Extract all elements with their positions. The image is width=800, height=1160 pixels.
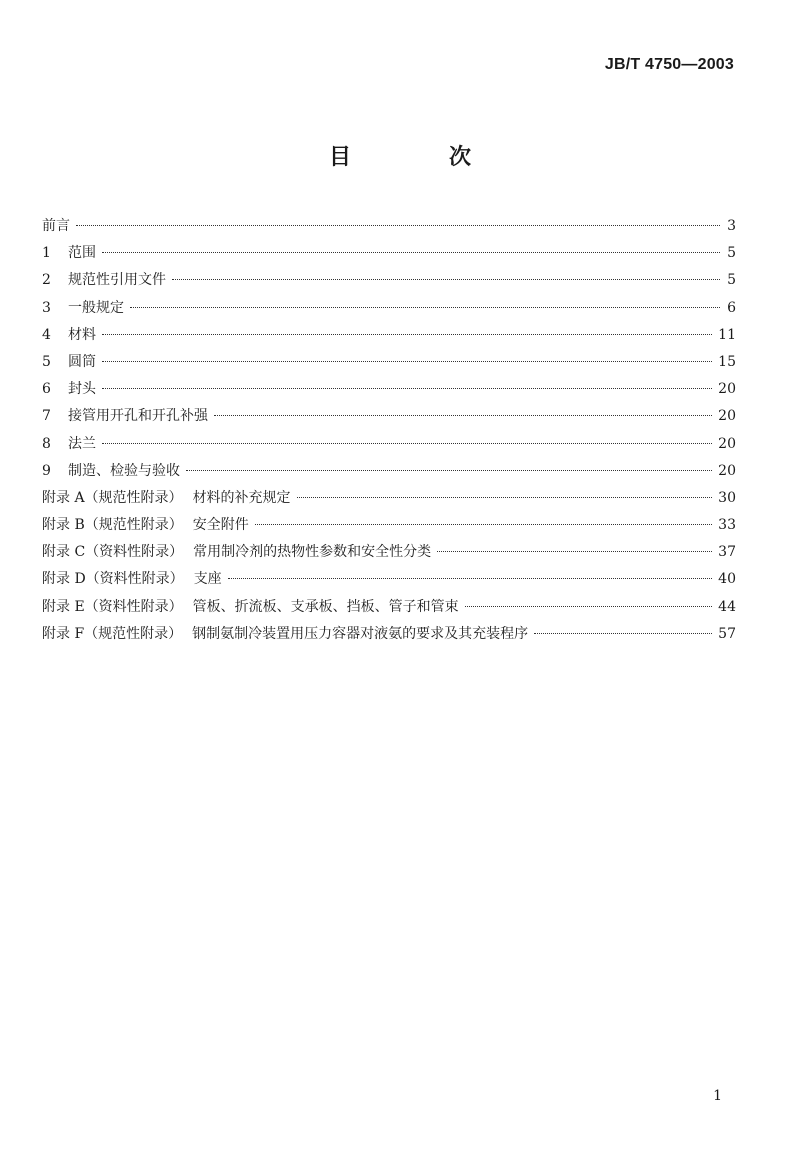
toc-entry-annex: 附录 F（规范性附录） [42,625,183,642]
toc-entry-label: 接管用开孔和开孔补强 [68,408,208,425]
toc-leader-dots [186,470,712,471]
toc-entry-annex: 附录 B（规范性附录） [42,517,183,534]
toc-entry-label: 规范性引用文件 [68,272,166,289]
document-code: JB/T 4750—2003 [604,56,734,73]
toc-entry-label: 材料 [68,326,96,343]
toc-entry-label: 安全附件 [192,517,249,534]
toc-entry-label: 一般规定 [68,299,124,316]
toc-entry-number: 8 [42,435,51,452]
toc-entry-label: 圆筒 [68,353,96,370]
page-number: 1 [713,1088,722,1104]
toc-entry-number: 2 [42,272,51,289]
toc-entry[interactable] [42,240,736,267]
toc-entry-number: 7 [42,408,51,425]
toc-entry[interactable] [42,566,736,593]
toc-entry-label: 法兰 [68,435,96,452]
toc-entry-number: 9 [42,462,51,479]
toc-entry-label: 常用制冷剂的热物性参数和安全性分类 [193,544,432,561]
toc-leader-dots [228,578,712,579]
toc-entry-label: 范围 [68,245,96,262]
toc-entry[interactable] [42,539,736,566]
toc-entry-label: 材料的补充规定 [192,489,291,506]
toc-entry[interactable] [42,322,736,349]
toc-title: 目 次 [328,145,509,170]
toc-leader-dots [130,307,720,308]
toc-entry-annex: 附录 E（资料性附录） [42,598,183,615]
table-of-contents [42,213,736,648]
toc-entry[interactable] [42,512,736,539]
toc-entry[interactable] [42,267,736,294]
toc-entry-page: 20 [718,435,736,452]
toc-entry[interactable] [42,295,736,322]
toc-entry-page: 11 [718,326,736,343]
toc-entry-page: 40 [718,571,736,588]
toc-entry-number: 1 [42,245,51,262]
toc-leader-dots [102,334,712,335]
toc-entry[interactable] [42,213,736,240]
toc-entry-page: 37 [718,544,736,561]
toc-entry-page: 5 [727,245,736,262]
toc-entry-page: 5 [727,272,736,289]
toc-leader-dots [102,252,720,253]
toc-entry-page: 6 [727,299,736,316]
toc-leader-dots [102,443,712,444]
toc-entry-number: 4 [42,326,51,343]
toc-leader-dots [297,497,713,498]
toc-entry[interactable] [42,458,736,485]
toc-leader-dots [76,225,720,226]
toc-entry-number: 3 [42,299,51,316]
toc-entry-label: 管板、折流板、支承板、挡板、管子和管束 [192,598,459,615]
toc-leader-dots [102,361,712,362]
toc-entry[interactable] [42,403,736,430]
toc-entry-number: 6 [42,381,51,398]
toc-entry[interactable] [42,594,736,621]
toc-entry[interactable] [42,349,736,376]
toc-entry-number: 5 [42,353,51,370]
toc-entry-label: 钢制氨制冷装置用压力容器对液氨的要求及其充装程序 [192,625,529,642]
toc-entry-annex: 附录 D（资料性附录） [42,571,184,588]
toc-entry-page: 20 [718,462,736,479]
toc-entry-page: 20 [718,381,736,398]
toc-entry-label: 支座 [193,571,222,588]
toc-entry-annex: 附录 A（规范性附录） [42,489,183,506]
toc-entry[interactable] [42,621,736,648]
toc-entry-annex: 附录 C（资料性附录） [42,544,184,561]
toc-leader-dots [214,415,712,416]
toc-entry-page: 33 [718,517,736,534]
toc-leader-dots [102,388,712,389]
toc-entry-page: 57 [718,625,736,642]
toc-leader-dots [465,606,713,607]
toc-entry-page: 3 [727,218,736,234]
toc-entry-page: 44 [718,598,736,615]
toc-entry-label: 制造、检验与验收 [68,462,180,479]
toc-leader-dots [255,524,712,525]
toc-entry[interactable] [42,376,736,403]
toc-entry-label: 封头 [68,381,96,398]
toc-entry[interactable] [42,431,736,458]
toc-entry-page: 15 [718,353,736,370]
toc-entry-page: 20 [718,408,736,425]
toc-entry[interactable] [42,485,736,512]
toc-entry-page: 30 [718,489,736,506]
toc-entry-label: 前言 [42,218,70,234]
toc-leader-dots [172,279,720,280]
toc-leader-dots [437,551,712,552]
toc-leader-dots [534,633,712,634]
